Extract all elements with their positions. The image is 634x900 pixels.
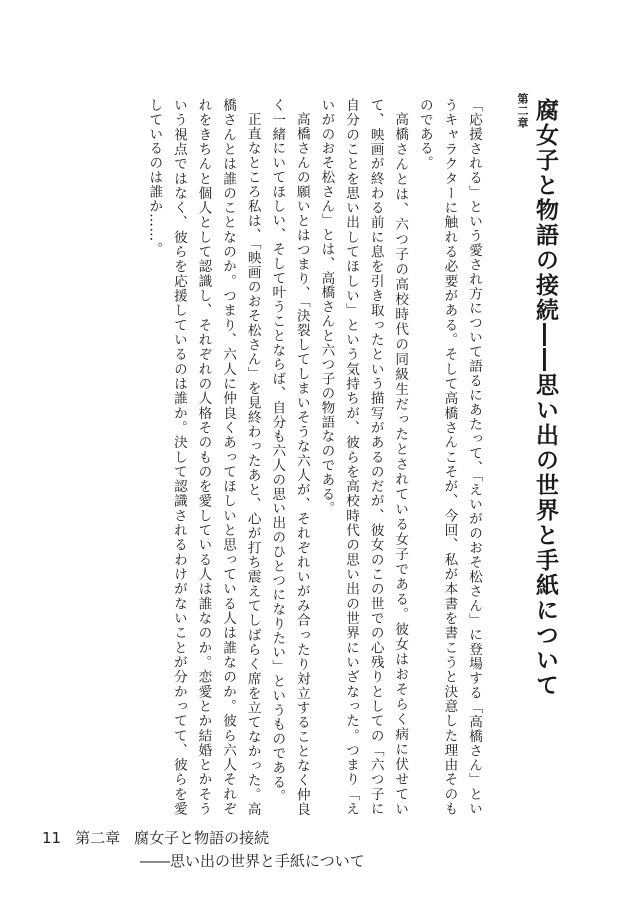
chapter-title: 腐女子と物語の接続――思い出の世界と手紙について bbox=[532, 98, 558, 698]
footer-running-subtitle: ――思い出の世界と手紙について bbox=[140, 852, 365, 870]
footer-chapter-label: 第二章 bbox=[75, 829, 121, 847]
paragraph: 高橋さんとは、六つ子の高校時代の同級生だったとされている女子である。彼女はおそらく病に伏せていて、映画が終わる前に息を引き取ったという描写があるのだが、彼女のこの世での心残りとしての「六つ子に自分のことを思い出してほしい」という気持ちが、彼らを高校時代の思い出の世界にいざなった。つまり「えいがのおそ松さん」とは、高橋さんと六つ子の物語なのである。 bbox=[318, 98, 409, 816]
footer-running-title: 腐女子と物語の接続 bbox=[134, 829, 270, 847]
chapter-label: 第二章 bbox=[516, 93, 529, 129]
body-text bbox=[142, 98, 486, 816]
page-number: 11 bbox=[42, 829, 62, 847]
paragraph: 「応援される」という愛され方について語るにあたって、「えいがのおそ松さん」に登場する「高橋さん」というキャラクターに触れる必要がある。そして高橋さんこそが、今回、私が本書を書こうと決意した理由そのものである。 bbox=[416, 98, 482, 816]
page-footer bbox=[42, 827, 602, 871]
paragraph: 高橋さんの願いとはつまり、「決裂してしまいそうな六人が、それぞれいがみ合ったり対立することなく仲良く一緒にいてほしい、そして叶うことならば、自分も六人の思い出のひとつになりたい」というものである。 bbox=[269, 98, 310, 816]
paragraph: 正直なところ私は、「映画のおそ松さん」を見終わったあと、心が打ち震えてしばらく席を立てなかった。高橋さんとは誰のことなのか。つまり、六人に仲良くあってほしいと思っている人は誰なのか。彼ら六人それぞれをきちんと個人として認識し、それぞれの人格そのものを愛している人は誰なのか。恋愛とか結婚とかそういう視点ではなく、彼らを応援しているのは誰か。決して認識されるわけがないことが分かってて、彼らを愛しているのは誰か……。 bbox=[146, 98, 261, 816]
